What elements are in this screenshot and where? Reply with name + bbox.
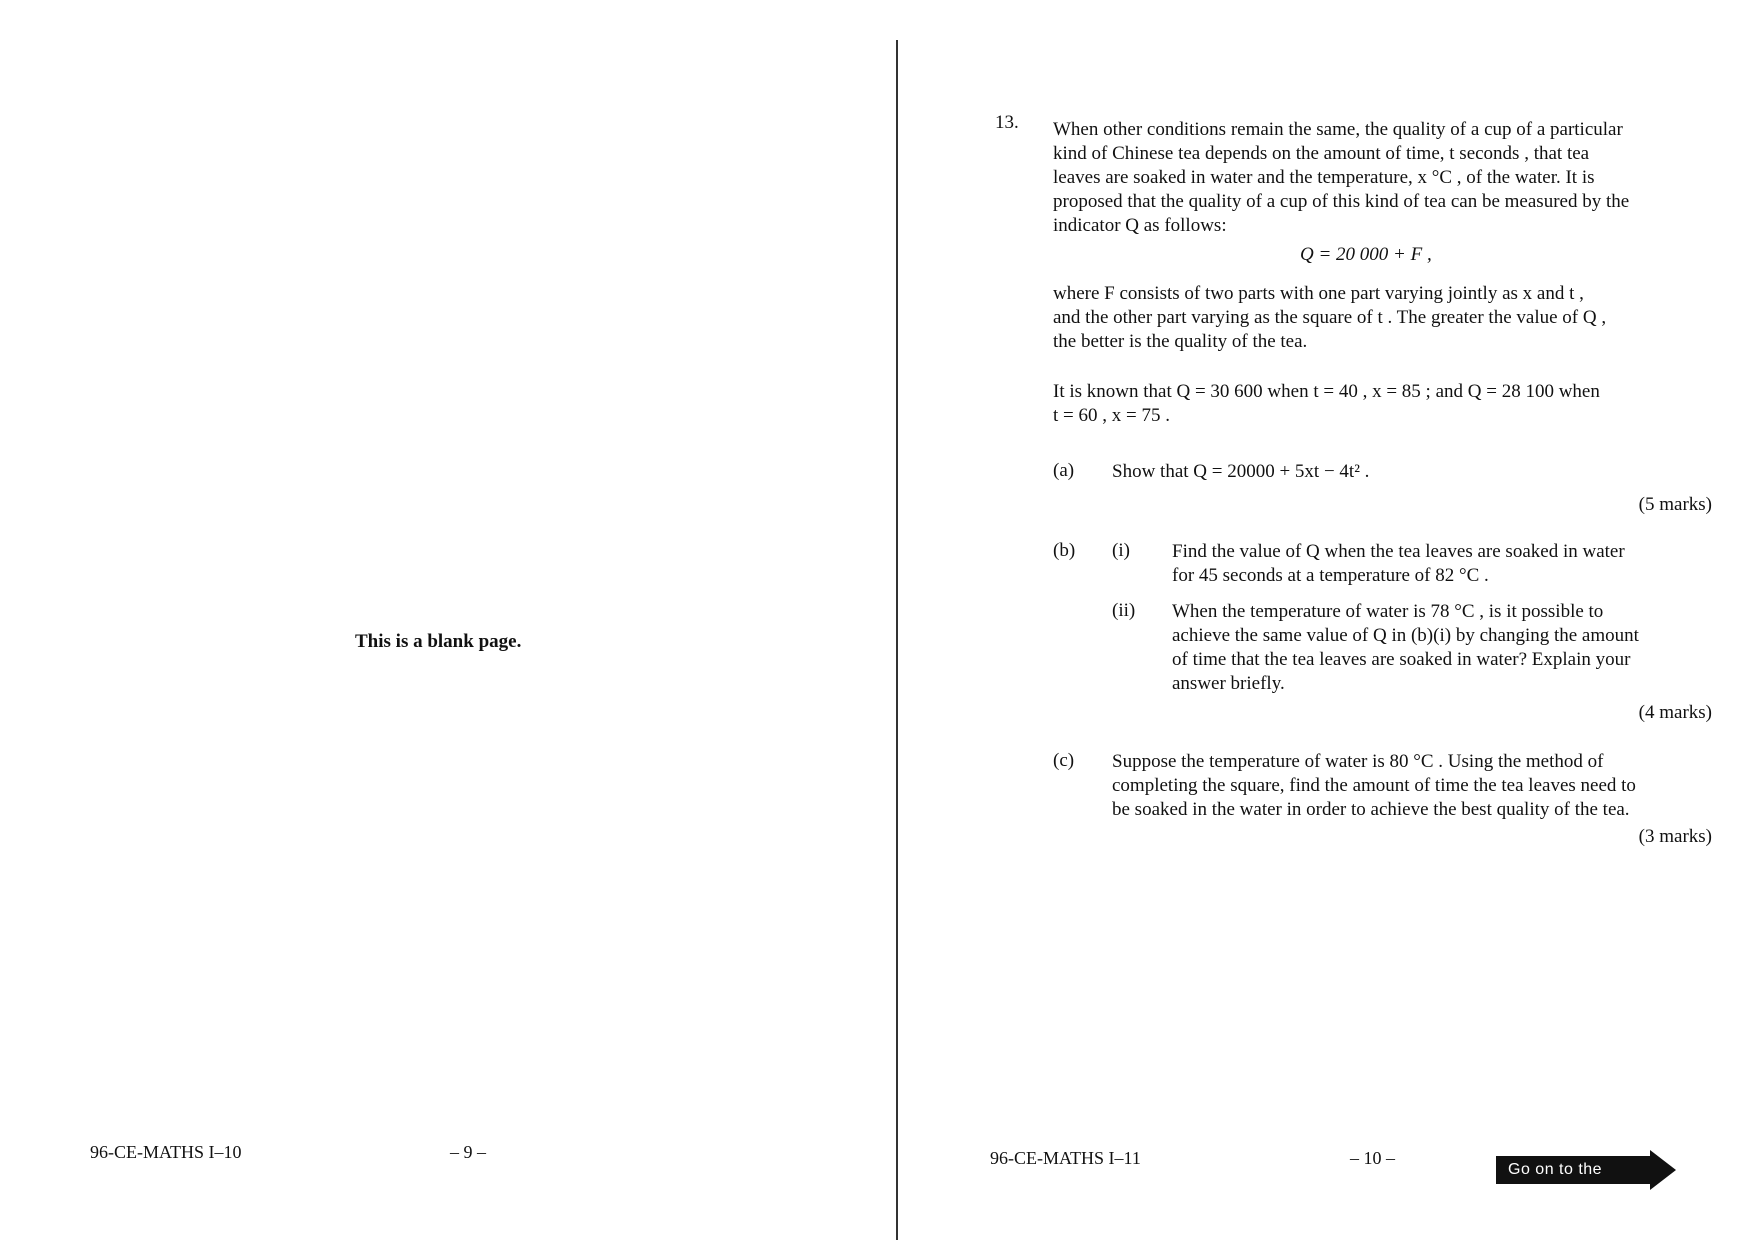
part-b-ii-label: (ii) xyxy=(1112,600,1136,621)
part-b-i-text xyxy=(1172,540,1712,588)
where-line: and the other part varying as the square of t . The greater the value of Q , xyxy=(1053,307,1607,328)
part-a-text: Show that Q = 20000 + 5xt − 4t² . xyxy=(1112,461,1370,482)
right-footer-code: 96-CE-MATHS I–11 xyxy=(990,1148,1141,1168)
part-b-ii-line: of time that the tea leaves are soaked in water? Explain your xyxy=(1172,649,1631,670)
intro-line: indicator Q as follows: xyxy=(1053,215,1227,236)
part-b-i-line: for 45 seconds at a temperature of 82 °C . xyxy=(1172,565,1489,586)
part-b-ii-line: When the temperature of water is 78 °C , is it possible to xyxy=(1172,601,1604,622)
arrow-right-icon xyxy=(1650,1150,1676,1190)
intro-line: When other conditions remain the same, the quality of a cup of a particular xyxy=(1053,119,1623,140)
known-line: t = 60 , x = 75 . xyxy=(1053,405,1170,426)
part-b-ii-line: answer briefly. xyxy=(1172,673,1285,694)
part-c-text xyxy=(1112,750,1712,822)
known-line: It is known that Q = 30 600 when t = 40 , x = 85 ; and Q = 28 100 when xyxy=(1053,381,1600,402)
part-c-label: (c) xyxy=(1053,750,1075,771)
question-number: 13. xyxy=(995,112,1019,133)
part-a-marks: (5 marks) xyxy=(1638,494,1712,515)
blank-page-note: This is a blank page. xyxy=(355,631,522,652)
question-intro xyxy=(1053,118,1703,238)
part-b-ii-text xyxy=(1172,600,1712,696)
left-footer-code: 96-CE-MATHS I–10 xyxy=(90,1142,242,1162)
where-line: the better is the quality of the tea. xyxy=(1053,331,1308,352)
part-c-line: Suppose the temperature of water is 80 °C . Using the method of xyxy=(1112,751,1604,772)
known-values-paragraph xyxy=(1053,380,1703,428)
right-page-number: – 10 – xyxy=(1350,1148,1395,1168)
part-b-label: (b) xyxy=(1053,540,1076,561)
part-b-marks: (4 marks) xyxy=(1638,702,1712,723)
part-b-i-line: Find the value of Q when the tea leaves are soaked in water xyxy=(1172,541,1625,562)
part-b-ii-line: achieve the same value of Q in (b)(i) by changing the amount xyxy=(1172,625,1639,646)
part-a-label: (a) xyxy=(1053,460,1075,481)
quality-formula: Q = 20 000 + F , xyxy=(1300,244,1432,265)
intro-line: kind of Chinese tea depends on the amount of time, t seconds , that tea xyxy=(1053,143,1590,164)
where-paragraph xyxy=(1053,282,1703,354)
part-c-line: be soaked in the water in order to achieve the best quality of the tea. xyxy=(1112,799,1630,820)
page-divider xyxy=(896,40,898,1240)
next-page-label: Go on to the next page xyxy=(1496,1156,1650,1184)
intro-line: proposed that the quality of a cup of this kind of tea can be measured by the xyxy=(1053,191,1630,212)
part-b-i-label: (i) xyxy=(1112,540,1130,561)
part-c-marks: (3 marks) xyxy=(1638,826,1712,847)
left-page-number: – 9 – xyxy=(450,1142,486,1162)
part-c-line: completing the square, find the amount of time the tea leaves need to xyxy=(1112,775,1636,796)
next-page-button[interactable] xyxy=(1496,1152,1676,1206)
intro-line: leaves are soaked in water and the temperature, x °C , of the water. It is xyxy=(1053,167,1595,188)
where-line: where F consists of two parts with one part varying jointly as x and t , xyxy=(1053,283,1584,304)
